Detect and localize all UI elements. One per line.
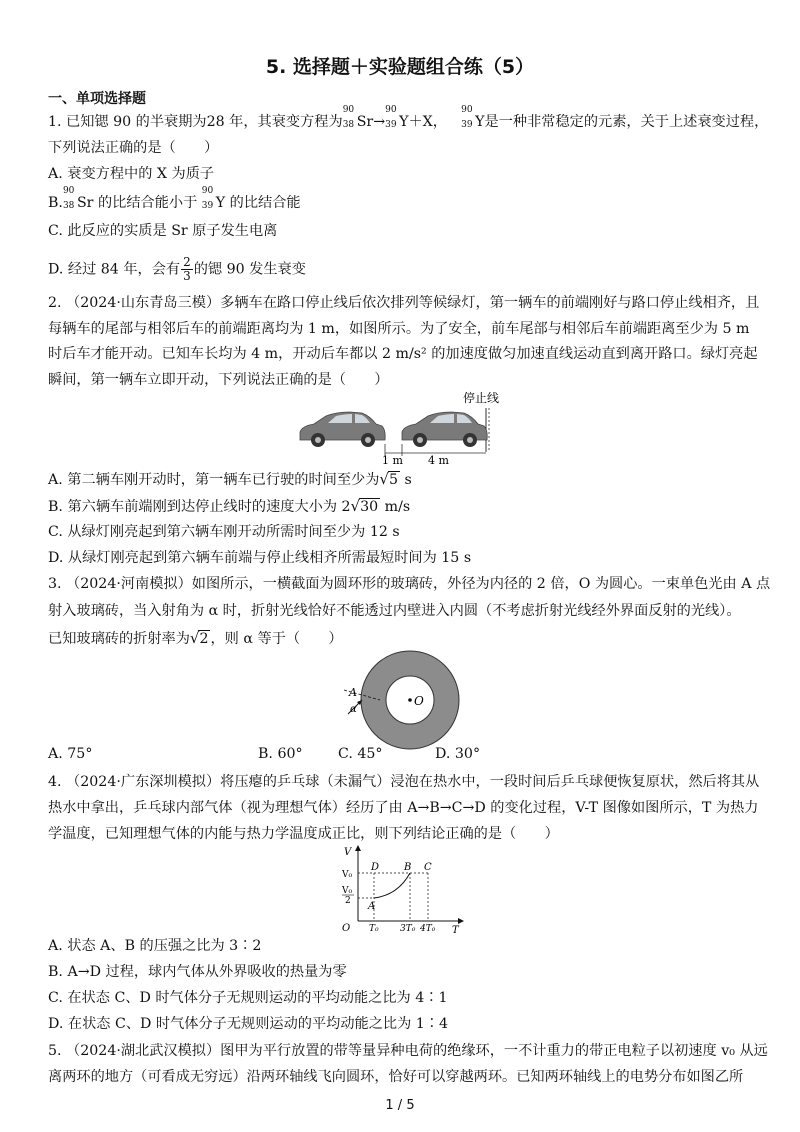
q2-option-c[interactable]: C. 从绿灯刚亮起到第六辆车刚开动所需时间至少为 12 s bbox=[48, 524, 400, 540]
q5-stem-line1: 5. （2024·湖北武汉模拟）图甲为平行放置的带等量异种电荷的绝缘环，一不计重力的带正电粒子以初速度 v₀ 从远 bbox=[48, 1043, 768, 1059]
car-icon bbox=[402, 412, 487, 447]
dim-1m: 1 m bbox=[382, 454, 403, 466]
axis-t-label: T bbox=[452, 925, 459, 935]
q2-stem-line3: 时后车才能开动。已知车长均为 4 m，开动后车都以 2 m/s² 的加速度做匀加速直线运动直到离开路口。绿灯亮起 bbox=[48, 346, 758, 362]
q3-option-c[interactable]: C. 45° bbox=[338, 746, 383, 762]
q2-stem-line1: 2. （2024·山东青岛三模）多辆车在路口停止线后依次排列等候绿灯，第一辆车的前端刚好与路口停止线相齐，且 bbox=[48, 295, 760, 311]
fraction: $\frac{2}{3}$ bbox=[183, 255, 191, 283]
q4-stem-line2: 热水中拿出，乒乓球内部气体（视为理想气体）经历了由 A→B→C→D 的变化过程，V-T 图像如图所示，T 为热力 bbox=[48, 800, 759, 816]
q1-option-b[interactable]: B. 90 38 Sr 的比结合能小于 90 39 Y 的比结合能 bbox=[48, 186, 301, 211]
q3-option-d[interactable]: D. 30° bbox=[435, 746, 481, 762]
q4-stem-line3: 学温度，已知理想气体的内能与热力学温度成正比，则下列结论正确的是（ ） bbox=[48, 826, 559, 842]
q2-option-a[interactable]: A. 第二辆车刚开动时，第一辆车已行驶的时间至少为√5 s bbox=[48, 470, 412, 488]
q4-figure-vt-graph bbox=[338, 843, 468, 935]
tick-4t0: 4T₀ bbox=[420, 924, 436, 934]
q4-option-d[interactable]: D. 在状态 C、D 时气体分子无规则运动的平均动能之比为 1∶4 bbox=[48, 1016, 449, 1032]
page-title: 5. 选择题＋实验题组合练（5） bbox=[265, 56, 535, 78]
y-nuclide: 90 39 Y＋X， bbox=[385, 105, 447, 130]
q4-option-c[interactable]: C. 在状态 C、D 时气体分子无规则运动的平均动能之比为 4∶1 bbox=[48, 990, 448, 1006]
q5-stem-line2: 离两环的地方（可看成无穷远）沿两环轴线飞向圆环，恰好可以穿越两环。已知两环轴线上的电势分布如图乙所 bbox=[48, 1069, 744, 1085]
point-b: B bbox=[404, 862, 412, 873]
q3-option-a[interactable]: A. 75° bbox=[48, 746, 93, 762]
q1-stem-line2: 下列说法正确的是（ ） bbox=[48, 140, 219, 156]
page-number: 1 / 5 bbox=[385, 1098, 415, 1113]
q4-stem-line1: 4. （2024·广东深圳模拟）将压瘪的乒乓球（未漏气）浸泡在热水中，一段时间后乒乓球便恢复原状，然后将其从 bbox=[48, 774, 760, 790]
q3-stem-line1: 3. （2024·河南模拟）如图所示，一横截面为圆环形的玻璃砖，外径为内径的 2 倍，O 为圆心。一束单色光由 A 点 bbox=[48, 576, 771, 592]
label-a: A bbox=[349, 686, 357, 699]
tick-v0half-den: 2 bbox=[345, 896, 351, 906]
tick-v0: V₀ bbox=[342, 870, 353, 880]
q3-stem-line3: 已知玻璃砖的折射率为√2 ，则 α 等于（ ） bbox=[48, 629, 343, 647]
q2-option-d[interactable]: D. 从绿灯刚亮起到第六辆车前端与停止线相齐所需最短时间为 15 s bbox=[48, 550, 472, 566]
y-nuclide-2: 90 39 Y bbox=[461, 105, 485, 130]
q4-option-a[interactable]: A. 状态 A、B 的压强之比为 3∶2 bbox=[48, 938, 262, 954]
tick-v0half-num: V₀ bbox=[342, 886, 353, 896]
q3-stem-line2: 射入玻璃砖，当入射角为 α 时，折射光线恰好不能透过内壁进入内圆（不考虑折射光线经外界面反射的光线）。 bbox=[48, 603, 741, 619]
car-icon bbox=[300, 412, 385, 447]
q3-figure-ring bbox=[340, 648, 470, 752]
axis-v-label: V bbox=[344, 847, 352, 858]
q1-stem-line1: 1. 已知锶 90 的半衰期为28 年，其衰变方程为 90 38 Sr→ 90 39 Y＋X， 90 39 Y是一种非常稳定的元素，关于上述衰变过程， bbox=[48, 105, 769, 130]
dim-4m: 4 m bbox=[428, 454, 449, 466]
tick-3t0: 3T₀ bbox=[400, 924, 416, 934]
point-c: C bbox=[424, 862, 432, 873]
label-o: O bbox=[414, 694, 424, 708]
section-heading: 一、单项选择题 bbox=[48, 91, 146, 107]
q2-option-b[interactable]: B. 第六辆车前端刚到达停止线时的速度大小为 2√30 m/s bbox=[48, 497, 411, 515]
q1-option-a[interactable]: A. 衰变方程中的 X 为质子 bbox=[48, 166, 215, 182]
q3-option-b[interactable]: B. 60° bbox=[258, 746, 303, 762]
sr-nuclide: 90 38 Sr bbox=[342, 105, 374, 130]
q1-option-d[interactable]: D. 经过 84 年，会有 $\frac{2}{3}$ 的锶 90 发生衰变 bbox=[48, 255, 306, 283]
q2-figure-cars bbox=[290, 390, 520, 466]
point-d: D bbox=[371, 862, 380, 873]
q4-option-b[interactable]: B. A→D 过程，球内气体从外界吸收的热量为零 bbox=[48, 964, 347, 980]
tick-t0: T₀ bbox=[369, 924, 379, 934]
q1-option-c[interactable]: C. 此反应的实质是 Sr 原子发生电离 bbox=[48, 223, 278, 239]
q2-stem-line2: 每辆车的尾部与相邻后车的前端距离均为 1 m，如图所示。为了安全，前车尾部与相邻后车前端距离至少为 5 m bbox=[48, 321, 750, 337]
stop-line-label: 停止线 bbox=[463, 391, 500, 405]
point-a: A bbox=[368, 901, 376, 912]
q2-stem-line4: 瞬间，第一辆车立即开动，下列说法正确的是（ ） bbox=[48, 372, 389, 388]
origin-label: O bbox=[342, 923, 351, 934]
label-alpha: α bbox=[350, 704, 357, 715]
